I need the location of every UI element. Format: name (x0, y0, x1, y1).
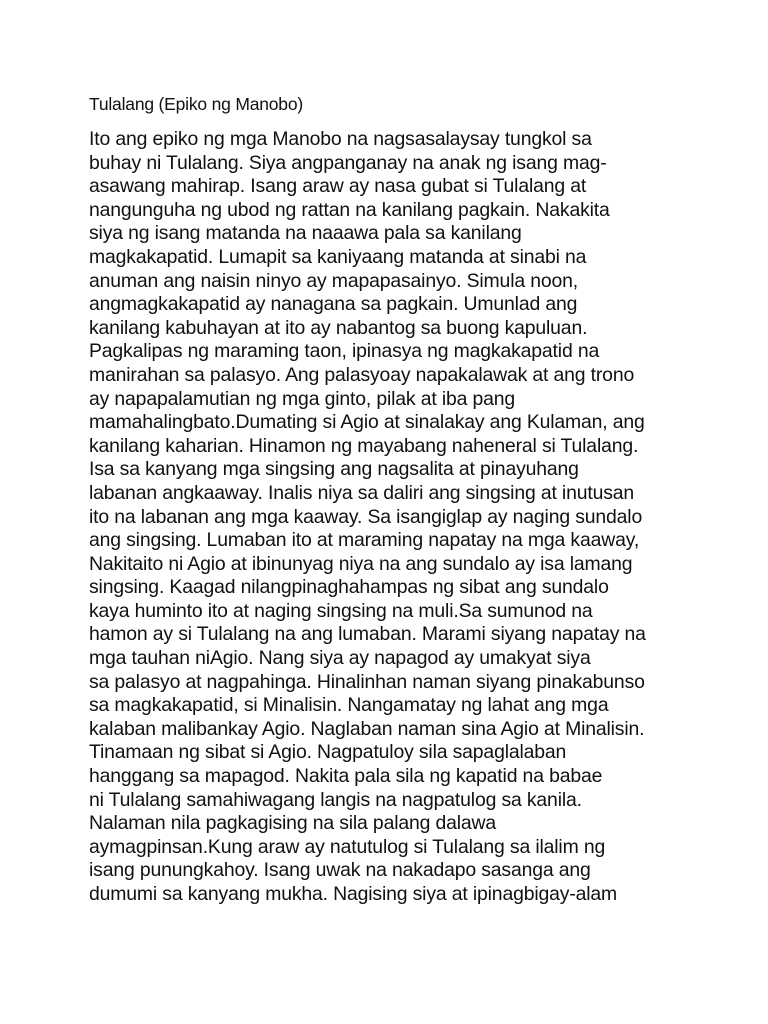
body-line: ang singsing. Lumaban ito at maraming napatay na mga kaaway, (89, 529, 640, 552)
body-line: siya ng isang matanda na naaawa pala sa kanilang (89, 222, 522, 245)
body-line: mga tauhan niAgio. Nang siya ay napagod ay umakyat siya (89, 647, 591, 670)
body-line: aymagpinsan.Kung araw ay natutulog si Tulalang sa ilalim ng (89, 835, 606, 858)
document-title: Tulalang (Epiko ng Manobo) (89, 94, 304, 114)
body-line: ito na labanan ang mga kaaway. Sa isangiglap ay naging sundalo (89, 505, 643, 528)
body-line: Tinamaan ng sibat si Agio. Nagpatuloy sila sapaglalaban (89, 741, 567, 764)
body-line: Isa sa kanyang mga singsing ang nagsalita at pinayuhang (89, 458, 579, 481)
body-line: nangunguha ng ubod ng rattan na kanilang pagkain. Nakakita (89, 198, 610, 221)
body-line: manirahan sa palasyo. Ang palasyoay napakalawak at ang trono (89, 363, 635, 386)
body-line: Ito ang epiko ng mga Manobo na nagsasalaysay tungkol sa (89, 128, 592, 150)
body-line: ni Tulalang samahiwagang langis na nagpatulog sa kanila. (89, 788, 582, 811)
body-line: Pagkalipas ng maraming taon, ipinasya ng magkakapatid na (89, 340, 600, 363)
body-line: kanilang kaharian. Hinamon ng mayabang naheneral si Tulalang. (89, 434, 639, 457)
body-line: sa magkakapatid, si Minalisin. Nangamatay ng lahat ang mga (89, 694, 609, 717)
body-line: sa palasyo at nagpahinga. Hinalinhan naman siyang pinakabunso (89, 670, 645, 693)
body-line: Nakitaito ni Agio at ibinunyag niya na ang sundalo ay isa lamang (89, 552, 633, 575)
body-line: anuman ang naisin ninyo ay mapapasainyo. Simula noon, (89, 269, 578, 292)
body-line: singsing. Kaagad nilangpinaghahampas ng sibat ang sundalo (89, 576, 609, 599)
body-line: kanilang kabuhayan at ito ay nabantog sa buong kapuluan. (89, 316, 588, 339)
body-line: asawang mahirap. Isang araw ay nasa gubat si Tulalang at (89, 175, 587, 198)
body-line: mamahalingbato.Dumating si Agio at sinalakay ang Kulaman, ang (89, 411, 645, 434)
body-line: ay napapalamutian ng mga ginto, pilak at iba pang (89, 387, 516, 410)
body-line: Nalaman nila pagkagising na sila palang dalawa (89, 812, 497, 835)
body-line: magkakapatid. Lumapit sa kaniyaang matanda at sinabi na (89, 245, 587, 268)
body-line: hamon ay si Tulalang na ang lumaban. Marami siyang napatay na (89, 623, 646, 646)
body-line: hanggang sa mapagod. Nakita pala sila ng kapatid na babae (89, 765, 603, 788)
body-line: kalaban malibankay Agio. Naglaban naman sina Agio at Minalisin. (89, 717, 645, 740)
body-line: buhay ni Tulalang. Siya angpanganay na anak ng isang mag- (89, 151, 607, 174)
body-line: kaya huminto ito at naging singsing na muli.Sa sumunod na (89, 599, 593, 622)
body-line: isang punungkahoy. Isang uwak na nakadapo sasanga ang (89, 859, 591, 882)
body-line: labanan angkaaway. Inalis niya sa daliri ang singsing at inutusan (89, 481, 635, 504)
document-body (89, 128, 749, 907)
body-line: dumumi sa kanyang mukha. Nagising siya at ipinagbigay-alam (89, 883, 618, 905)
body-line: angmagkakapatid ay nanagana sa pagkain. Umunlad ang (89, 293, 578, 316)
